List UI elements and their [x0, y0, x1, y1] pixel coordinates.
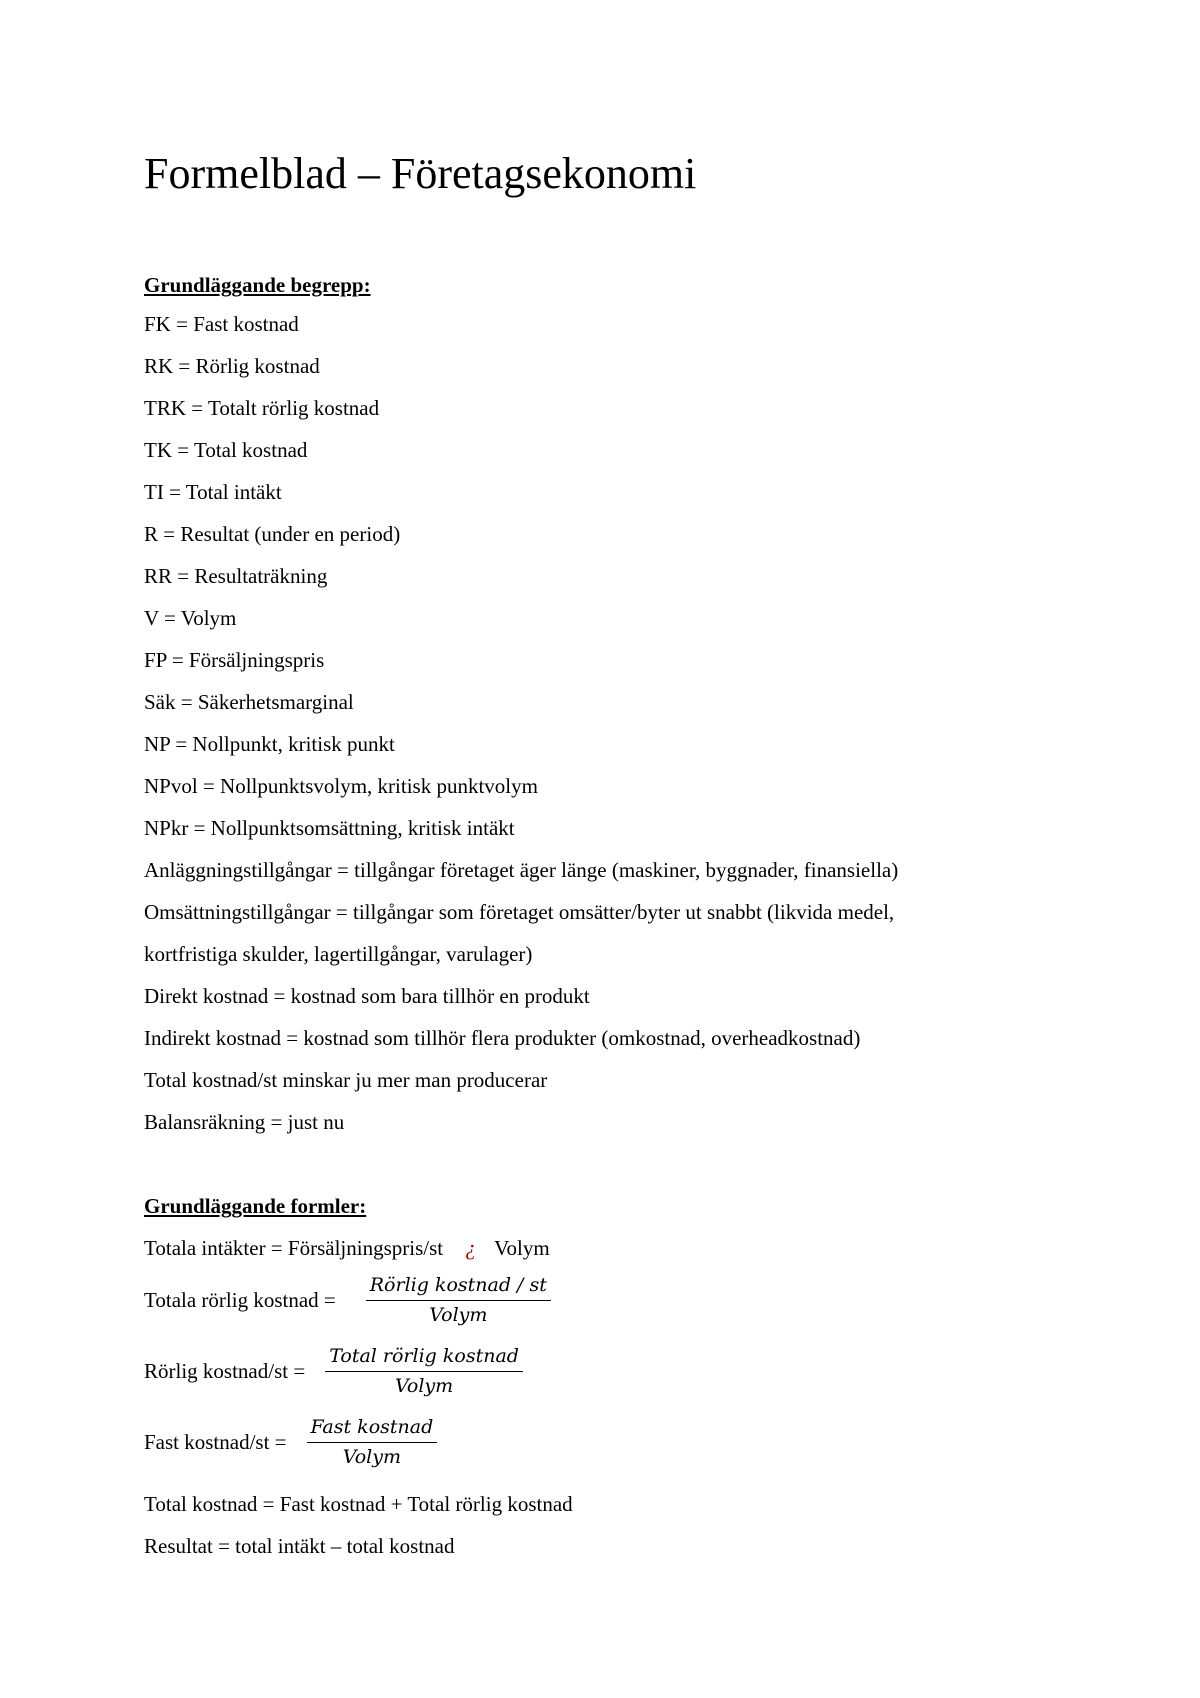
page-title: Formelblad – Företagsekonomi: [144, 149, 697, 198]
definition-line: Säk = Säkerhetsmarginal: [144, 690, 354, 714]
definition-line: RK = Rörlig kostnad: [144, 354, 320, 378]
fraction-denominator: Volym: [429, 1304, 488, 1326]
definition-line: R = Resultat (under en period): [144, 522, 401, 546]
inverted-question-glyph: ¿: [465, 1235, 477, 1260]
definition-line: Balansräkning = just nu: [144, 1110, 345, 1134]
definition-line: RR = Resultaträkning: [144, 564, 328, 588]
definition-line: kortfristiga skulder, lagertillgångar, varulager): [144, 942, 533, 966]
formula-left: Rörlig kostnad/st =: [144, 1358, 306, 1383]
fraction-numerator: Fast kostnad: [307, 1415, 438, 1443]
definition-line: Anläggningstillgångar = tillgångar företaget äger länge (maskiner, byggnader, finansiella): [144, 858, 899, 882]
fraction-denominator: Volym: [394, 1375, 454, 1397]
definition-line: V = Volym: [144, 606, 237, 630]
definition-line: Direkt kostnad = kostnad som bara tillhör en produkt: [144, 984, 590, 1008]
definition-line: NPkr = Nollpunktsomsättning, kritisk intäkt: [144, 816, 515, 840]
definition-line: TI = Total intäkt: [144, 480, 282, 504]
formula-fixed-cost-per-unit: [144, 1410, 437, 1474]
definition-line: Omsättningstillgångar = tillgångar som företaget omsätter/byter ut snabbt (likvida medel,: [144, 900, 895, 924]
definition-line: NP = Nollpunkt, kritisk punkt: [144, 732, 395, 756]
fraction-numerator: Total rörlig kostnad: [325, 1344, 523, 1372]
formula-total-revenue: [144, 1235, 550, 1261]
formula-left: Fast kostnad/st =: [144, 1429, 287, 1454]
fraction: [366, 1273, 551, 1327]
definition-line: FK = Fast kostnad: [144, 312, 299, 336]
fraction: [325, 1344, 523, 1398]
definition-line: NPvol = Nollpunktsvolym, kritisk punktvolym: [144, 774, 538, 798]
formula-variable-cost-per-unit: [144, 1339, 523, 1403]
formula-left: Totala rörlig kostnad =: [144, 1287, 336, 1312]
section-heading-formler: Grundläggande formler:: [144, 1194, 367, 1218]
formula-total-cost: Total kostnad = Fast kostnad + Total rörlig kostnad: [144, 1492, 573, 1516]
section-heading-begrepp: Grundläggande begrepp:: [144, 273, 371, 297]
definition-line: TRK = Totalt rörlig kostnad: [144, 396, 380, 420]
formula-left: Totala intäkter = Försäljningspris/st: [144, 1236, 444, 1260]
definition-line: Indirekt kostnad = kostnad som tillhör flera produkter (omkostnad, overheadkostnad): [144, 1026, 861, 1050]
fraction: [307, 1415, 438, 1469]
definition-line: TK = Total kostnad: [144, 438, 308, 462]
definition-line: Total kostnad/st minskar ju mer man producerar: [144, 1068, 548, 1092]
fraction-denominator: Volym: [342, 1446, 402, 1468]
formula-result: Resultat = total intäkt – total kostnad: [144, 1534, 455, 1558]
definition-line: FP = Försäljningspris: [144, 648, 325, 672]
formula-right: Volym: [494, 1236, 550, 1260]
formula-total-variable-cost: [144, 1268, 551, 1332]
fraction-numerator: Rörlig kostnad / st: [366, 1273, 551, 1301]
